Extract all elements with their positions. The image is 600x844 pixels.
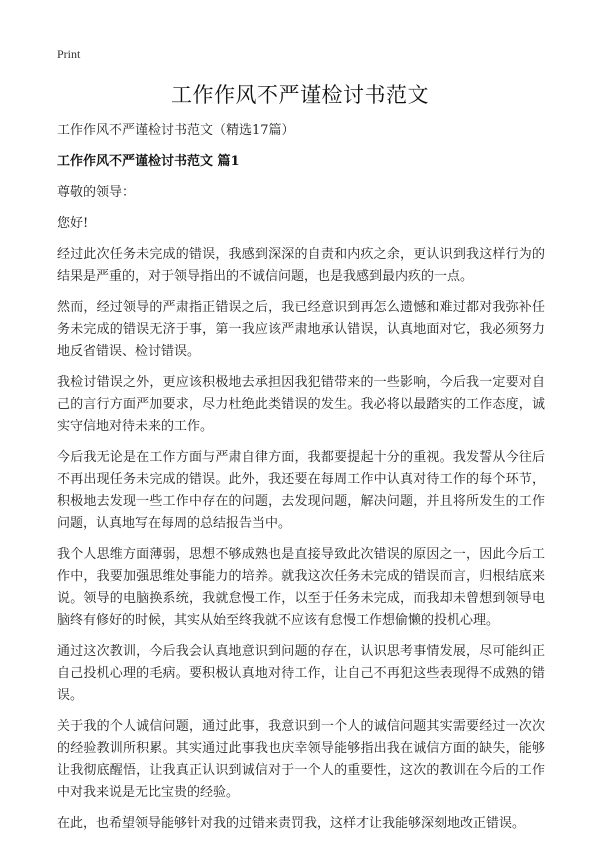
document-subtitle: 工作作风不严谨检讨书范文（精选17篇）: [57, 123, 295, 138]
body-paragraph: 我检讨错误之外，更应该积极地去承担因我犯错带来的一些影响，今后我一定要对自己的言行方面严加要求，尽力杜绝此类错误的发生。我必将以最踏实的工作态度，诚实守信地对待未来的工作。: [57, 375, 545, 434]
body-paragraph: 我个人思维方面薄弱，思想不够成熟也是直接导致此次错误的原因之一，因此今后工作中，我要加强思维处事能力的培养。就我这次任务未完成的错误而言，归根结底来说。领导的电脑换系统，我就怠慢工作，以至于任务未完成，而我却未曾想到领导电脑终有修好的时候，其实从始至终我就不应该有怠慢工作想偷懒的投机心理。: [57, 547, 545, 628]
body-paragraph: 经过此次任务未完成的错误，我感到深深的自责和内疚之余，更认识到我这样行为的结果是严重的，对于领导指出的不诚信问题，也是我感到最内疚的一点。: [57, 247, 545, 284]
section-heading: 工作作风不严谨检讨书范文 篇1: [57, 154, 240, 169]
closing-paragraph: 在此，也希望领导能够针对我的过错来责罚我，这样才让我能够深刻地改正错误。: [57, 816, 526, 831]
body-paragraph: 今后我无论是在工作方面与严肃自律方面，我都要提起十分的重视。我发誓从今往后不再出现任务未完成的错误。此外，我还要在每周工作中认真对待工作的每个环节，积极地去发现一些工作中存在的问题，去发现问题，解决问题，并且将所发生的工作问题，认真地写在每周的总结报告当中。: [57, 450, 545, 531]
salutation: 尊敬的领导：: [57, 185, 136, 200]
greeting: 您好!: [57, 216, 89, 231]
body-paragraph: 然而，经过领导的严肃指正错误之后，我已经意识到再怎么遗憾和难过都对我弥补任务未完成的错误无济于事，第一我应该严肃地承认错误，认真地面对它，我必须努力地反省错误、检讨错误。: [57, 300, 545, 359]
document-body: [57, 120, 545, 844]
page-title: 工作作风不严谨检讨书范文: [171, 83, 429, 107]
body-paragraph: 通过这次教训，今后我会认真地意识到问题的存在，认识思考事情发展，尽可能纠正自己投机心理的毛病。要积极认真地对待工作，让自己不再犯这些表现得不成熟的错误。: [57, 644, 545, 703]
body-paragraph: 关于我的个人诚信问题，通过此事，我意识到一个人的诚信问题其实需要经过一次次的经验教训所积累。其实通过此事我也庆幸领导能够指出我在诚信方面的缺失，能够让我彻底醒悟，让我真正认识到诚信对于一个人的重要性，这次的教训在今后的工作中对我来说是无比宝贵的经验。: [57, 719, 545, 800]
print-link[interactable]: Print: [57, 47, 81, 61]
